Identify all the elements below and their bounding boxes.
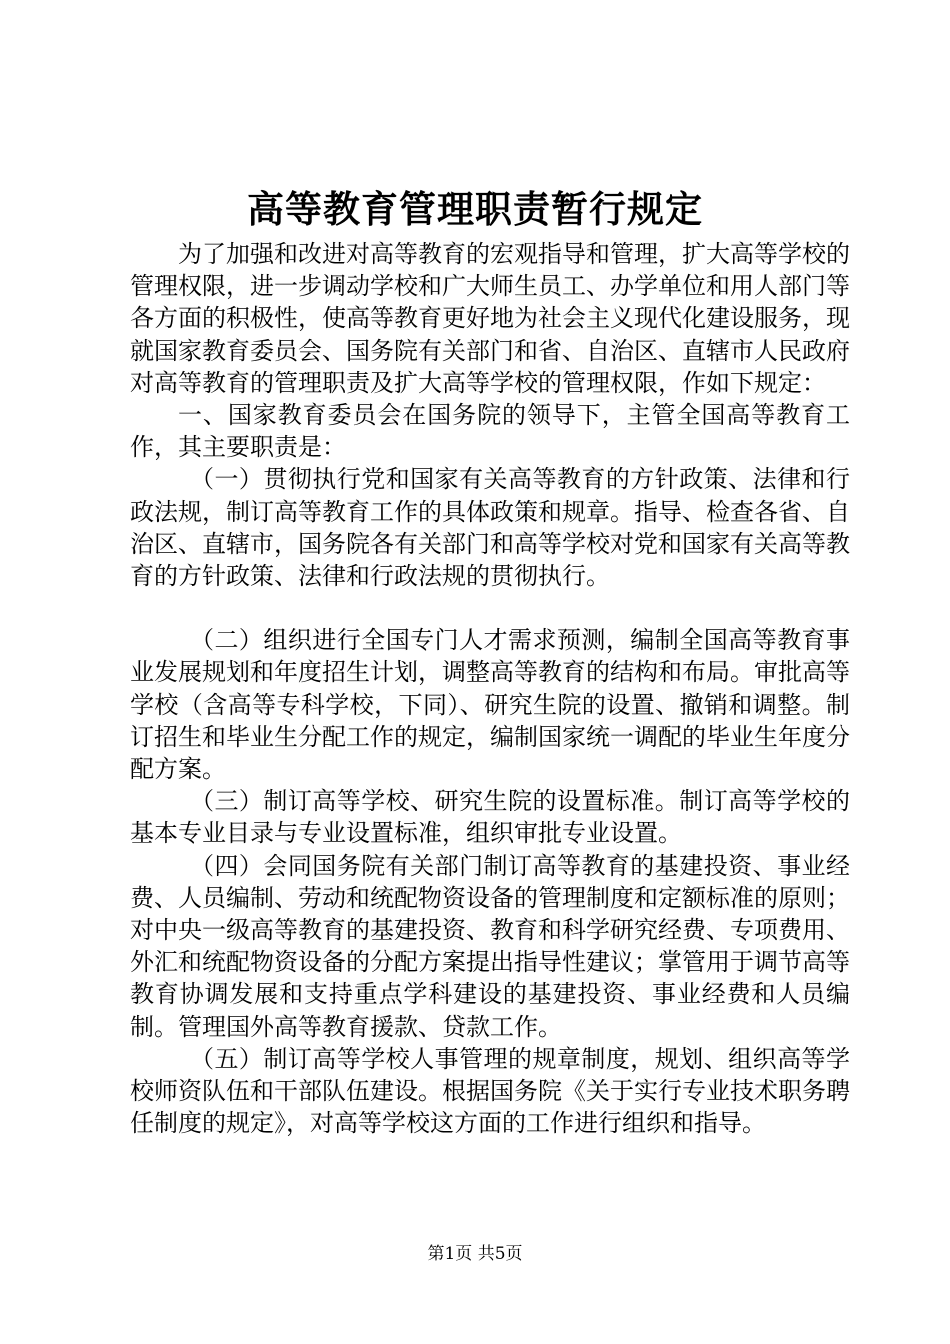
page-footer: 第1页 共5页 <box>427 1244 523 1264</box>
document-title: 高等教育管理职责暂行规定 <box>247 187 703 231</box>
paragraph-item-1: （一）贯彻执行党和国家有关高等教育的方针政策、法律和行政法规，制订高等教育工作的具体政策和规章。指导、检查各省、自治区、直辖市，国务院各有关部门和高等学校对党和国家有关高等教育的方针政策、法律和行政法规的贯彻执行。 <box>130 465 850 591</box>
paragraph-preamble: 为了加强和改进对高等教育的宏观指导和管理，扩大高等学校的管理权限，进一步调动学校和广大师生员工、办学单位和用人部门等各方面的积极性，使高等教育更好地为社会主义现代化建设服务，现就国家教育委员会、国务院有关部门和省、自治区、直辖市人民政府对高等教育的管理职责及扩大高等学校的管理权限，作如下规定： <box>130 240 850 397</box>
paragraph-item-5: （五）制订高等学校人事管理的规章制度，规划、组织高等学校师资队伍和干部队伍建设。根据国务院《关于实行专业技术职务聘任制度的规定》，对高等学校这方面的工作进行组织和指导。 <box>130 1044 850 1138</box>
paragraph-item-2: （二）组织进行全国专门人才需求预测，编制全国高等教育事业发展规划和年度招生计划，调整高等教育的结构和布局。审批高等学校（含高等专科学校，下同）、研究生院的设置、撤销和调整。制订招生和毕业生分配工作的规定，编制国家统一调配的毕业生年度分配方案。 <box>130 626 850 784</box>
document-body <box>130 238 850 1139</box>
paragraph-item-4: （四）会同国务院有关部门制订高等教育的基建投资、事业经费、人员编制、劳动和统配物资设备的管理制度和定额标准的原则；对中央一级高等教育的基建投资、教育和科学研究经费、专项费用、外汇和统配物资设备的分配方案提出指导性建议；掌管用于调节高等教育协调发展和支持重点学科建设的基建投资、事业经费和人员编制。管理国外高等教育援款、贷款工作。 <box>130 851 850 1041</box>
paragraph-item-3: （三）制订高等学校、研究生院的设置标准。制订高等学校的基本专业目录与专业设置标准，组织审批专业设置。 <box>130 787 850 848</box>
paragraph-section-one: 一、国家教育委员会在国务院的领导下，主管全国高等教育工作，其主要职责是： <box>130 401 850 462</box>
